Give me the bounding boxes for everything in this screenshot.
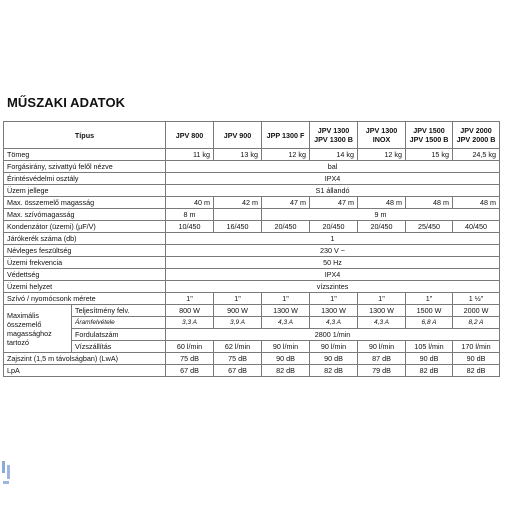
row-label: Járókerék száma (db)	[4, 233, 166, 245]
table-row	[4, 365, 500, 377]
cell: 50 Hz	[166, 257, 500, 269]
cell: 1300 W	[310, 305, 358, 317]
cell: 40 m	[166, 197, 214, 209]
cell: 3,9 A	[214, 317, 262, 329]
cell: 2000 W	[453, 305, 500, 317]
row-label: Zajszint (1,5 m távolságban) (LwA)	[4, 353, 166, 365]
table-row	[4, 197, 500, 209]
cell: 4,3 A	[262, 317, 310, 329]
row-label: Forgásirány, szivattyú felől nézve	[4, 161, 166, 173]
cell: 90 dB	[310, 353, 358, 365]
cell: S1 állandó	[166, 185, 500, 197]
cell: 48 m	[358, 197, 406, 209]
row-label: Üzemi helyzet	[4, 281, 166, 293]
spec-table	[3, 121, 500, 377]
table-row	[4, 161, 500, 173]
cell: 1500 W	[406, 305, 453, 317]
row-label: Max. szívómagasság	[4, 209, 166, 221]
row-label: Védettség	[4, 269, 166, 281]
table-row	[4, 269, 500, 281]
table-row	[4, 221, 500, 233]
cell: 48 m	[406, 197, 453, 209]
page-title: MŰSZAKI ADATOK	[7, 95, 126, 110]
table-row	[4, 233, 500, 245]
cell: 1300 W	[262, 305, 310, 317]
row-label: Szívó / nyomócsonk mérete	[4, 293, 166, 305]
table-row	[4, 293, 500, 305]
cell: 75 dB	[214, 353, 262, 365]
cell: 1"	[262, 293, 310, 305]
cell: 1"	[406, 293, 453, 305]
cell: 40/450	[453, 221, 500, 233]
cell: 24,5 kg	[453, 149, 500, 161]
cell: 11 kg	[166, 149, 214, 161]
cell: bal	[166, 161, 500, 173]
tipus-header: Típus	[4, 122, 166, 149]
table-row	[4, 185, 500, 197]
cell: 1	[166, 233, 500, 245]
table-row	[4, 149, 500, 161]
cell: 12 kg	[262, 149, 310, 161]
row-label: Áramfelvétele	[72, 317, 166, 329]
cell: 12 kg	[358, 149, 406, 161]
cell: 6,8 A	[406, 317, 453, 329]
cell: vízszintes	[166, 281, 500, 293]
table-row	[4, 353, 500, 365]
table-row	[4, 317, 500, 329]
row-label: LpA	[4, 365, 166, 377]
cell: 47 m	[262, 197, 310, 209]
cell: 3,3 A	[166, 317, 214, 329]
cell: 1"	[310, 293, 358, 305]
table-row	[4, 245, 500, 257]
cell: 900 W	[214, 305, 262, 317]
cell: 48 m	[453, 197, 500, 209]
row-label: Teljesítmény felv.	[72, 305, 166, 317]
cell: 800 W	[166, 305, 214, 317]
cell: 90 l/min	[262, 341, 310, 353]
cell: 15 kg	[406, 149, 453, 161]
cell: 1 ½"	[453, 293, 500, 305]
cell: 4,3 A	[310, 317, 358, 329]
cell: 20/450	[358, 221, 406, 233]
cell: 79 dB	[358, 365, 406, 377]
cell: 1300 W	[358, 305, 406, 317]
table-row	[4, 329, 500, 341]
row-label: Kondenzátor (üzemi) (µF/V)	[4, 221, 166, 233]
table-row	[4, 257, 500, 269]
cell: 90 l/min	[358, 341, 406, 353]
cell: 67 dB	[166, 365, 214, 377]
cell: 67 dB	[214, 365, 262, 377]
cell: 82 dB	[262, 365, 310, 377]
model-header: JPV 800	[166, 122, 214, 149]
cell: 105 l/min	[406, 341, 453, 353]
row-label: Üzem jellege	[4, 185, 166, 197]
cell: 9 m	[262, 209, 500, 221]
header-row	[4, 122, 500, 149]
row-label: Névleges feszültség	[4, 245, 166, 257]
cell: 10/450	[166, 221, 214, 233]
cell: IPX4	[166, 173, 500, 185]
cell: 8 m	[166, 209, 214, 221]
model-header: JPV 1300 JPV 1300 B	[310, 122, 358, 149]
cell	[214, 209, 262, 221]
cell: 42 m	[214, 197, 262, 209]
row-label: Vízszállítás	[72, 341, 166, 353]
cell: 75 dB	[166, 353, 214, 365]
table-row	[4, 305, 500, 317]
table-row	[4, 281, 500, 293]
row-label: Érintésvédelmi osztály	[4, 173, 166, 185]
cell: 47 m	[310, 197, 358, 209]
cell: 1"	[358, 293, 406, 305]
cell: 1"	[166, 293, 214, 305]
table-row	[4, 341, 500, 353]
cell: 14 kg	[310, 149, 358, 161]
cell: 16/450	[214, 221, 262, 233]
cell: 82 dB	[310, 365, 358, 377]
row-label: Tömeg	[4, 149, 166, 161]
cell: IPX4	[166, 269, 500, 281]
cell: 90 dB	[406, 353, 453, 365]
cell: 13 kg	[214, 149, 262, 161]
cell: 90 dB	[262, 353, 310, 365]
model-header: JPP 1300 F	[262, 122, 310, 149]
row-label: Fordulatszám	[72, 329, 166, 341]
model-header: JPV 2000 JPV 2000 B	[453, 122, 500, 149]
model-header: JPV 900	[214, 122, 262, 149]
cell: 82 dB	[453, 365, 500, 377]
cell: 90 l/min	[310, 341, 358, 353]
cell: 82 dB	[406, 365, 453, 377]
cell: 25/450	[406, 221, 453, 233]
row-label: Üzemi frekvencia	[4, 257, 166, 269]
cell: 1"	[214, 293, 262, 305]
cell: 230 V ~	[166, 245, 500, 257]
model-header: JPV 1300 INOX	[358, 122, 406, 149]
cell: 4,3 A	[358, 317, 406, 329]
cell: 87 dB	[358, 353, 406, 365]
cell: 20/450	[262, 221, 310, 233]
cell: 20/450	[310, 221, 358, 233]
row-label: Max. összemelő magasság	[4, 197, 166, 209]
cell: 60 l/min	[166, 341, 214, 353]
cell: 170 l/min	[453, 341, 500, 353]
cell: 2800 1/min	[166, 329, 500, 341]
cell: 62 l/min	[214, 341, 262, 353]
cell: 90 dB	[453, 353, 500, 365]
table-row	[4, 173, 500, 185]
cell: 8,2 A	[453, 317, 500, 329]
table-row	[4, 209, 500, 221]
group-label: Maximális összemelő magassághoz tartozó	[4, 305, 72, 353]
model-header: JPV 1500 JPV 1500 B	[406, 122, 453, 149]
watermark-icon	[0, 455, 14, 495]
